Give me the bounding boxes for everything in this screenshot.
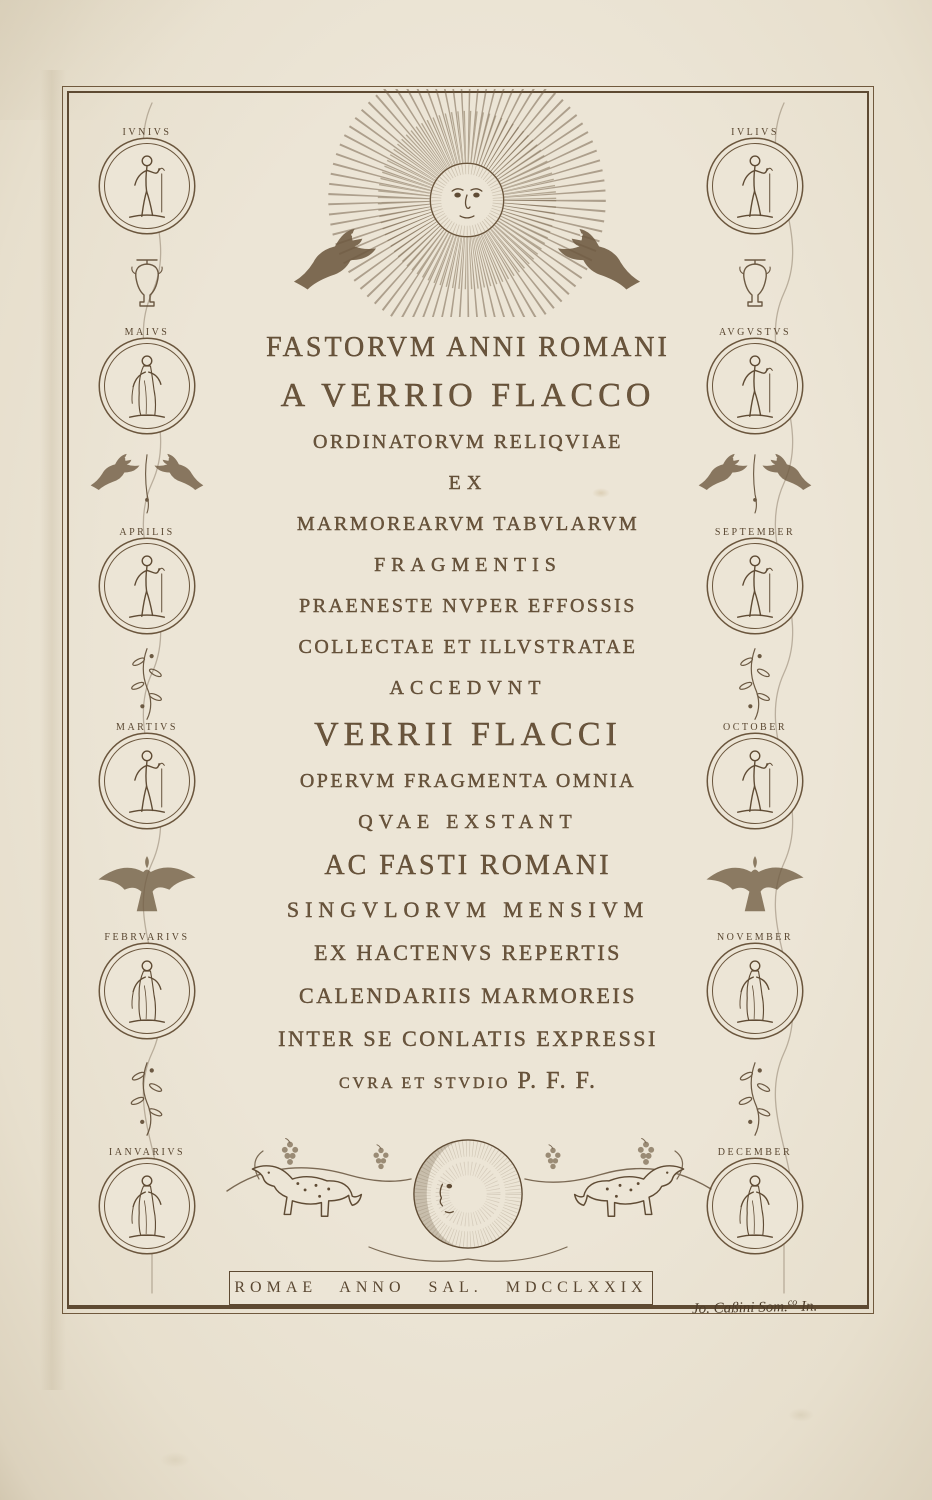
medallion-october-label: OCTOBER — [723, 722, 787, 733]
title-line-17: INTER SE CONLATIS EXPRESSI — [278, 1026, 658, 1051]
medallion-february — [82, 932, 212, 1034]
signature-superscript: co — [787, 1296, 798, 1309]
colophon-initials: P. F. F. — [517, 1068, 598, 1094]
leopard-right-icon — [571, 1159, 689, 1229]
headpiece-sun-ornament — [237, 93, 697, 323]
medallion-december-figure-icon — [712, 1163, 798, 1249]
title-line-5: MARMOREARVM TABVLARVM — [296, 513, 640, 535]
title-line-10: VERRII FLACCI — [314, 716, 622, 753]
title-line-4: EX — [448, 472, 488, 494]
signature-suffix: In. — [797, 1298, 818, 1315]
title-line-15: EX HACTENVS REPERTIS — [314, 940, 622, 965]
medallion-june — [82, 127, 212, 229]
griffin-right-icon — [547, 221, 651, 309]
leopard-left-icon — [247, 1159, 365, 1229]
title-line-2: A VERRIO FLACCO — [280, 377, 656, 414]
imprint-cartouche — [229, 1271, 653, 1305]
title-line-8: COLLECTAE ET ILLVSTRATAE — [298, 636, 638, 658]
imprint-text: ROMAE ANNO SAL. MDCCLXXIX — [234, 1279, 648, 1296]
moon-face-icon — [409, 1135, 527, 1253]
medallion-march — [82, 722, 212, 824]
spread-eagle-icon — [82, 853, 212, 919]
medallion-august-label: AVGVSTVS — [718, 327, 792, 338]
title-line-6: FRAGMENTIS — [374, 554, 562, 576]
medallion-january — [82, 1147, 212, 1249]
engraved-plate-frame — [62, 86, 874, 1314]
medallion-april-figure-icon — [104, 543, 190, 629]
medallion-august-figure-icon — [712, 343, 798, 429]
medallion-april — [82, 527, 212, 629]
title-line-16: CALENDARIIS MARMOREIS — [299, 983, 637, 1008]
medallion-november-figure-icon — [712, 948, 798, 1034]
medallion-october-figure-icon — [712, 738, 798, 824]
medallion-may-figure-icon — [104, 343, 190, 429]
medallion-january-label: IANVARIVS — [108, 1147, 186, 1158]
medallion-february-label: FEBRVARIVS — [104, 932, 190, 943]
paper-stain — [160, 1452, 190, 1468]
signature-name: Jo. Caßini Som. — [691, 1299, 789, 1318]
plate-inner-rule — [67, 91, 869, 1309]
medallion-march-figure-icon — [104, 738, 190, 824]
medallion-september-label: SEPTEMBER — [714, 527, 796, 538]
medallion-june-label: IVNIVS — [122, 127, 172, 138]
griffin-left-icon — [283, 221, 387, 309]
medallion-april-label: APRILIS — [119, 527, 175, 538]
title-line-7: PRAENESTE NVPER EFFOSSIS — [299, 595, 637, 617]
medallion-july-label: IVLIVS — [731, 127, 779, 138]
medallion-june-figure-icon — [104, 143, 190, 229]
title-line-9: ACCEDVNT — [389, 677, 547, 699]
flower-sprig-icon — [82, 645, 212, 723]
title-text-block — [215, 325, 721, 1105]
flower-sprig-icon — [82, 1059, 212, 1139]
medallion-december-label: DECEMBER — [717, 1147, 793, 1158]
title-line-1: FASTORVM ANNI ROMANI — [266, 332, 670, 363]
urn-icon — [690, 251, 820, 313]
medallion-november-label: NOVEMBER — [716, 932, 794, 943]
title-line-14: SINGVLORVM MENSIVM — [286, 897, 650, 922]
medallion-july-figure-icon — [712, 143, 798, 229]
tailpiece-moon-ornament — [219, 1127, 717, 1273]
medallion-may-label: MAIVS — [124, 327, 170, 338]
medallion-july — [690, 127, 820, 229]
title-line-13: AC FASTI ROMANI — [324, 850, 612, 881]
medallion-september-figure-icon — [712, 543, 798, 629]
engraver-signature — [692, 1295, 902, 1318]
urn-icon — [82, 251, 212, 313]
title-line-11: OPERVM FRAGMENTA OMNIA — [299, 770, 637, 792]
paper-stain — [788, 1408, 814, 1422]
medallion-february-figure-icon — [104, 948, 190, 1034]
medallion-may — [82, 327, 212, 429]
title-line-12: QVAE EXSTANT — [358, 811, 578, 833]
colophon-small-text: CVRA ET STVDIO — [338, 1075, 518, 1092]
facing-birds-icon — [82, 445, 212, 519]
title-line-3: ORDINATORVM RELIQVIAE — [313, 431, 623, 453]
medallion-january-figure-icon — [104, 1163, 190, 1249]
title-colophon-line — [215, 1060, 721, 1105]
medallion-march-label: MARTIVS — [116, 722, 178, 733]
